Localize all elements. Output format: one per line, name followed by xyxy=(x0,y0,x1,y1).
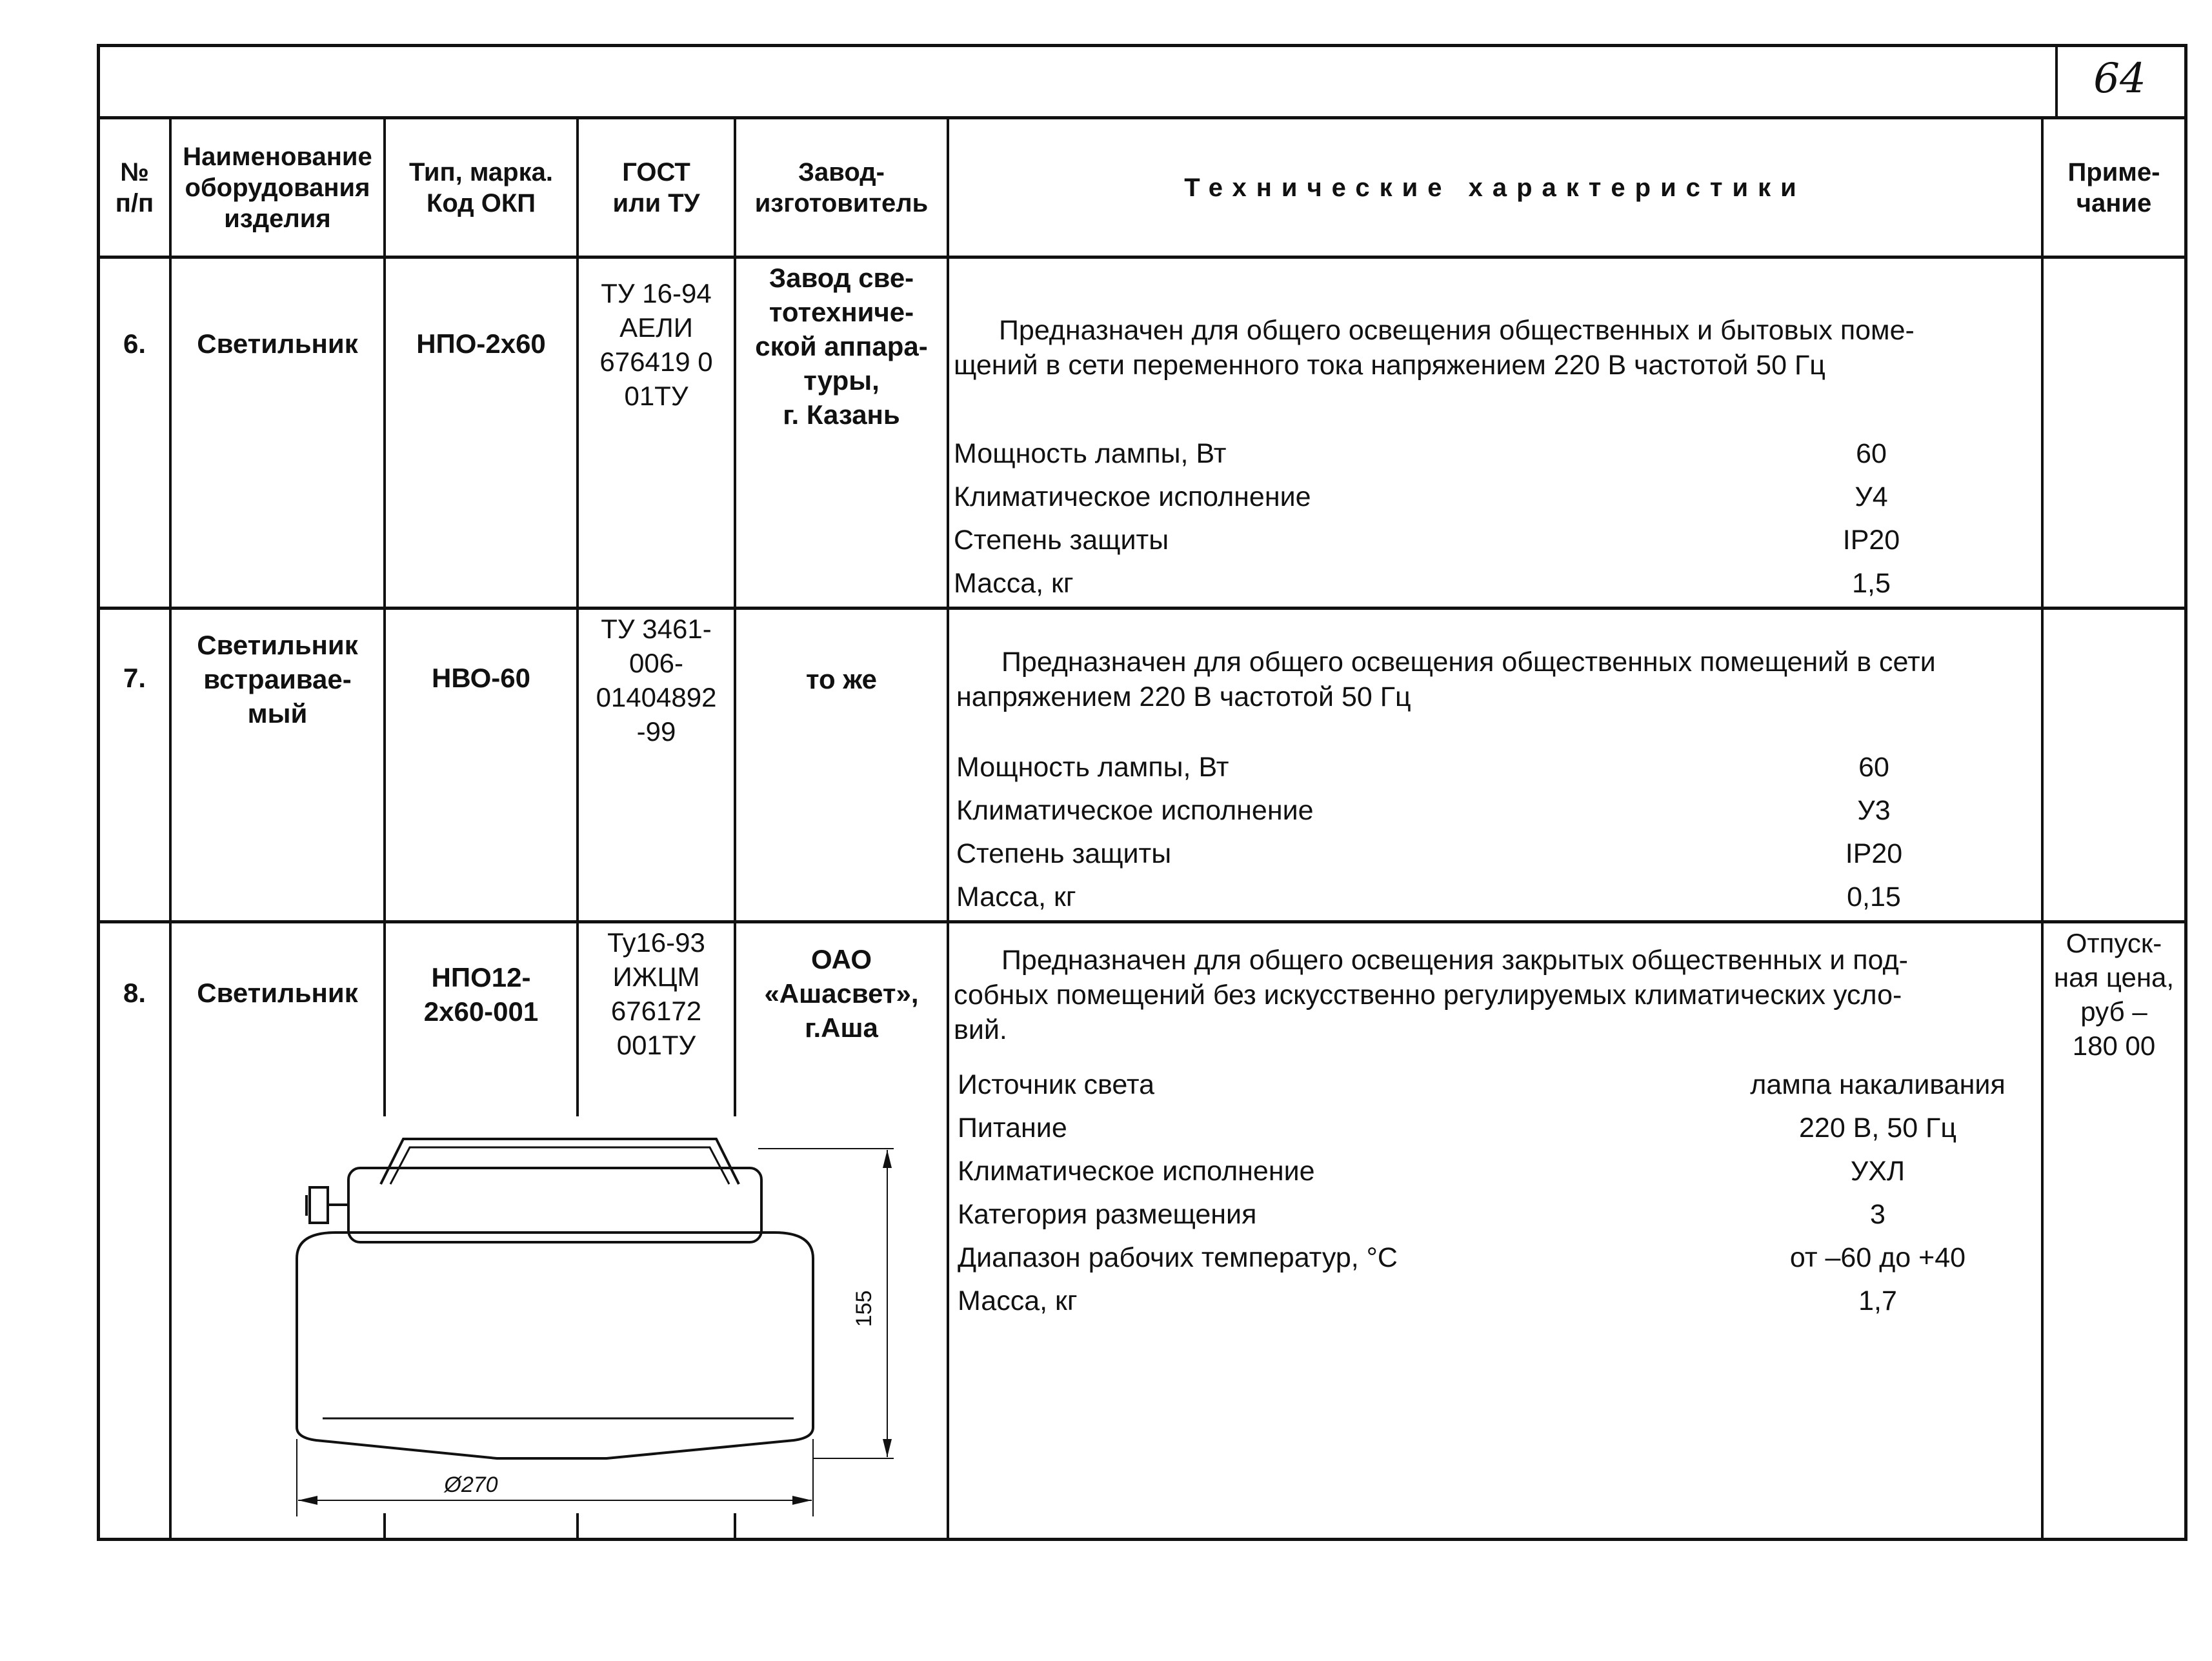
row-num: 8. xyxy=(123,978,146,1008)
row-gost: ТУ 3461- 006- 01404892 -99 xyxy=(596,614,717,747)
handle-outline xyxy=(381,1139,739,1184)
row-type: НПО12- 2х60-001 xyxy=(423,962,539,1027)
spec-label: Климатическое исполнение xyxy=(954,481,1311,512)
spec-value: IP20 xyxy=(1845,838,1903,869)
row-name: Светильник встраивае- мый xyxy=(197,630,358,729)
header-specs: Технические характеристики xyxy=(1184,173,1806,202)
spec-value: У3 xyxy=(1857,795,1891,826)
header-gost: ГОСТ или ТУ xyxy=(612,157,700,217)
handle-inner xyxy=(390,1147,729,1184)
spec-value: 1,5 xyxy=(1852,568,1891,599)
top-cap xyxy=(348,1168,761,1242)
header-type: Тип, марка. Код ОКП xyxy=(408,157,553,217)
row-num: 7. xyxy=(123,663,146,693)
row-description: Предназначен для общего освещения общественных и бытовых поме- щений в сети переменного тока напряжением 220 В частотой 50 Гц xyxy=(954,315,1915,381)
spec-value: УХЛ xyxy=(1850,1156,1905,1187)
spec-value: 60 xyxy=(1856,438,1887,469)
row-type: НВО-60 xyxy=(432,663,530,693)
spec-value: 60 xyxy=(1858,752,1889,783)
row-description: Предназначен для общего освещения общественных помещений в сети напряжением 220 В частотой 50 Гц xyxy=(956,647,1936,712)
header-name: Наименование оборудования изделия xyxy=(183,142,372,233)
main-body xyxy=(297,1233,813,1458)
header-num: № п/п xyxy=(115,157,154,217)
spec-label: Степень защиты xyxy=(956,838,1172,869)
spec-value: IP20 xyxy=(1842,525,1900,556)
spec-label: Климатическое исполнение xyxy=(956,795,1314,826)
row7-bottom-line xyxy=(97,920,2187,923)
row-name: Светильник xyxy=(197,328,358,359)
spec-value: 3 xyxy=(1870,1199,1885,1230)
row-note: Отпуск- ная цена, руб – 180 00 xyxy=(2053,928,2175,1061)
frame-top xyxy=(97,44,2187,47)
spec-value: лампа накаливания xyxy=(1750,1069,2006,1100)
col-line-5 xyxy=(947,116,949,1541)
row6-bottom-line xyxy=(97,607,2187,610)
spec-value: У4 xyxy=(1855,481,1888,512)
spec-label: Категория размещения xyxy=(958,1199,1257,1230)
spec-label: Источник света xyxy=(958,1069,1154,1100)
row-maker: Завод све- тотехниче- ской аппара- туры, г. Казань xyxy=(755,263,928,430)
pagenum-box-left xyxy=(2055,44,2058,119)
height-dim-label: 155 xyxy=(852,1290,876,1327)
row-type: НПО-2х60 xyxy=(416,328,546,359)
diameter-dim-label: Ø270 xyxy=(444,1473,498,1497)
spec-label: Масса, кг xyxy=(956,881,1076,912)
header-note: Приме- чание xyxy=(2067,157,2160,217)
spec-label: Мощность лампы, Вт xyxy=(956,752,1229,783)
spec-value: от –60 до +40 xyxy=(1789,1242,1966,1273)
spec-label: Степень защиты xyxy=(954,525,1169,556)
spec-label: Масса, кг xyxy=(954,568,1074,599)
page-number: 64 xyxy=(2093,55,2146,103)
header-maker: Завод- изготовитель xyxy=(754,157,929,217)
spec-value: 220 В, 50 Гц xyxy=(1799,1112,1956,1143)
row-gost: ТУ 16-94 АЕЛИ 676419 0 01ТУ xyxy=(599,278,713,411)
luminaire-drawing xyxy=(258,1116,942,1536)
spec-label: Диапазон рабочих температур, °С xyxy=(958,1242,1398,1273)
spec-label: Мощность лампы, Вт xyxy=(954,438,1227,469)
spec-label: Климатическое исполнение xyxy=(958,1156,1315,1187)
spec-label: Питание xyxy=(958,1112,1067,1143)
side-knob xyxy=(310,1187,328,1223)
row-gost: Ту16-93 ИЖЦМ 676172 001ТУ xyxy=(607,927,705,1060)
frame-bottom xyxy=(100,1538,2187,1541)
row-maker: то же xyxy=(806,664,877,694)
spec-label: Масса, кг xyxy=(958,1285,1078,1316)
frame-right xyxy=(2184,44,2187,1541)
col-line-6 xyxy=(2041,116,2044,1541)
row-maker: ОАО «Ашасвет», г.Аша xyxy=(764,944,919,1043)
frame-left xyxy=(97,44,100,1541)
header-bottom-line xyxy=(97,256,2187,259)
spec-value: 0,15 xyxy=(1847,881,1901,912)
spec-value: 1,7 xyxy=(1858,1285,1897,1316)
row-num: 6. xyxy=(123,328,146,359)
row-name: Светильник xyxy=(197,978,358,1008)
row-description: Предназначен для общего освещения закрытых общественных и под- собных помещений без искусственно регулируемых климатических усло- вий. xyxy=(954,945,1908,1045)
